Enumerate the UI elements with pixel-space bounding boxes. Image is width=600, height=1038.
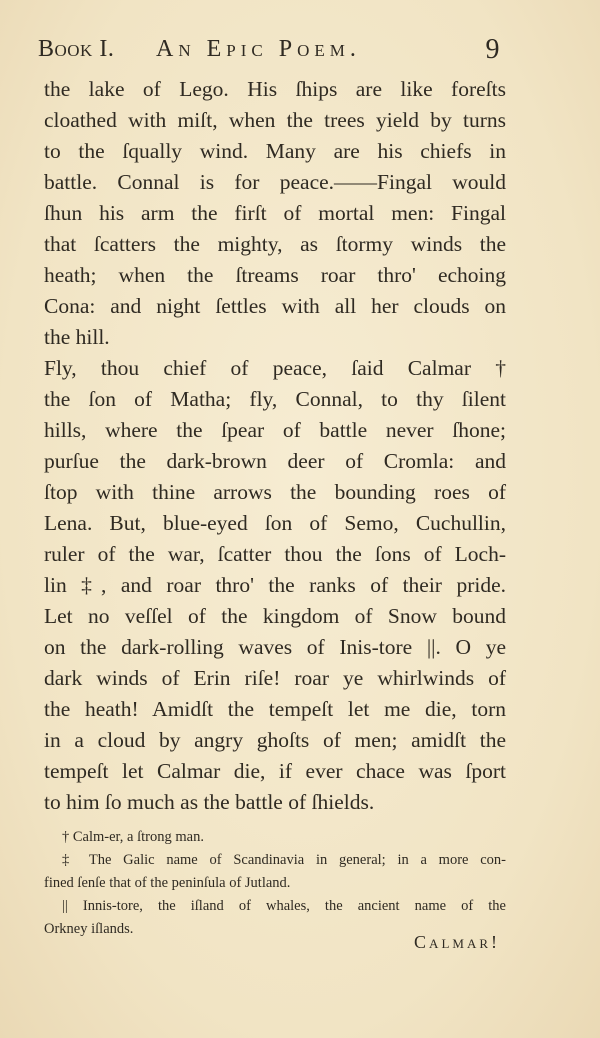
- text-line: the lake of Lego. His ſhips are like foreſts: [44, 77, 506, 101]
- text-line: that ſcatters the mighty, as ſtormy winds the: [44, 232, 506, 256]
- text-line: ſhun his arm the firſt of mortal men: Fingal: [44, 201, 506, 225]
- text-line: on the dark-rolling waves of Inis-tore ||. O ye: [44, 635, 506, 659]
- catchword: Calmar!: [414, 932, 500, 952]
- text-line: lin ‡, and roar thro' the ranks of their pride.: [44, 573, 506, 597]
- text-line: ruler of the war, ſcatter thou the ſons of Loch-: [44, 542, 506, 566]
- text-line: cloathed with miſt, when the trees yield by turns: [44, 108, 506, 132]
- text-line: to the ſqually wind. Many are his chiefs in: [44, 139, 506, 163]
- footnote-inistore: || Innis-tore, the iſland of whales, the ancient name of the: [62, 898, 506, 914]
- book-number: Book I.: [38, 36, 115, 62]
- footnote-calmar: † Calm-er, a ſtrong man.: [62, 829, 204, 845]
- text-line: to him ſo much as the battle of ſhields.: [44, 790, 375, 814]
- text-line: Lena. But, blue-eyed ſon of Semo, Cuchullin,: [44, 511, 506, 535]
- poem-text: [44, 74, 506, 818]
- text-line: battle. Connal is for peace.——Fingal would: [44, 170, 506, 194]
- running-header: [38, 34, 500, 68]
- text-line: Let no veſſel of the kingdom of Snow bound: [44, 604, 506, 628]
- text-line: ſtop with thine arrows the bounding roes of: [44, 480, 506, 504]
- page-number: 9: [485, 34, 500, 65]
- text-line: the hill.: [44, 325, 110, 349]
- text-line: the heath! Amidſt the tempeſt let me die, torn: [44, 697, 506, 721]
- text-line: in a cloud by angry ghoſts of men; amidſt the: [44, 728, 506, 752]
- running-title: An Epic Poem.: [156, 36, 361, 62]
- text-line: the ſon of Matha; fly, Connal, to thy ſilent: [44, 387, 506, 411]
- text-line: hills, where the ſpear of battle never ſhone;: [44, 418, 506, 442]
- footnote-inistore-cont: Orkney iſlands.: [44, 921, 134, 937]
- text-line: dark winds of Erin riſe! roar ye whirlwinds of: [44, 666, 506, 690]
- text-line: heath; when the ſtreams roar thro' echoing: [44, 263, 506, 287]
- paragraph-start-line: Fly, thou chief of peace, ſaid Calmar †: [44, 356, 506, 380]
- footnote-lochlin-cont: fined ſenſe that of the peninſula of Jutland.: [44, 875, 291, 891]
- text-line: purſue the dark-brown deer of Cromla: and: [44, 449, 506, 473]
- text-line: tempeſt let Calmar die, if ever chace was ſport: [44, 759, 506, 783]
- footnotes: [44, 826, 506, 941]
- footnote-lochlin: ‡ The Galic name of Scandinavia in general; in a more con-: [62, 852, 506, 868]
- text-line: Cona: and night ſettles with all her clouds on: [44, 294, 506, 318]
